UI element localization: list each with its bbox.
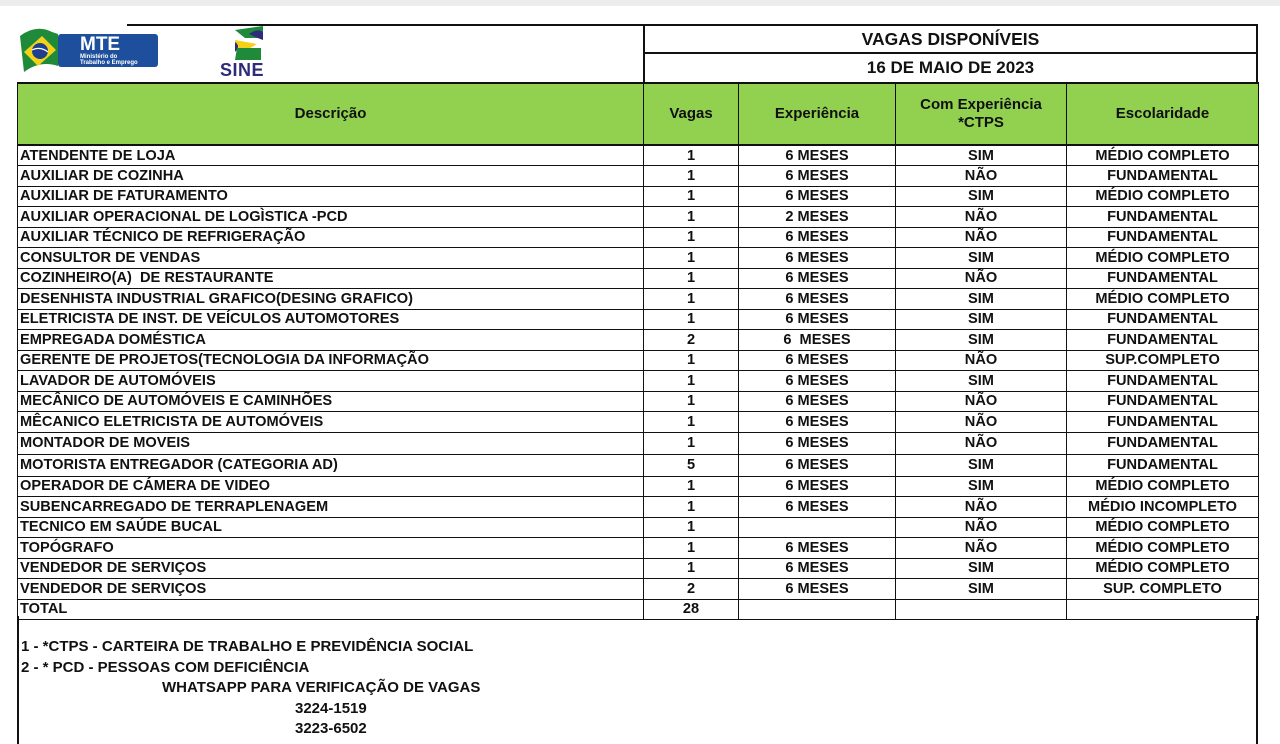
- table-row: [18, 432, 1259, 454]
- table-row: [18, 476, 1259, 497]
- cell-vagas: 2: [644, 579, 739, 600]
- cell-experiencia: 6 MESES: [739, 309, 896, 330]
- table-row: [18, 207, 1259, 228]
- table-row: [18, 227, 1259, 248]
- cell-vagas: 1: [644, 371, 739, 392]
- cell-ctps: SIM: [896, 145, 1067, 166]
- cell-escolaridade: MÉDIO COMPLETO: [1067, 289, 1259, 310]
- cell-ctps: NÃO: [896, 207, 1067, 228]
- column-header-ctps-line1: Com Experiência: [920, 96, 1042, 113]
- table-row: [18, 350, 1259, 371]
- cell-vagas: 1: [644, 309, 739, 330]
- cell-descricao: VENDEDOR DE SERVIÇOS: [18, 579, 644, 600]
- cell-ctps: SIM: [896, 186, 1067, 207]
- cell-escolaridade: FUNDAMENTAL: [1067, 371, 1259, 392]
- cell-experiencia: 6 MESES: [739, 579, 896, 600]
- cell-experiencia: 6 MESES: [739, 538, 896, 559]
- sine-logo: [217, 26, 277, 82]
- cell-ctps: SIM: [896, 579, 1067, 600]
- mte-logo: [18, 26, 158, 73]
- cell-experiencia: 6 MESES: [739, 248, 896, 269]
- cell-vagas: 1: [644, 248, 739, 269]
- cell-ctps: NÃO: [896, 166, 1067, 187]
- cell-descricao: LAVADOR DE AUTOMÓVEIS: [18, 371, 644, 392]
- cell-vagas: 1: [644, 476, 739, 497]
- footnotes: [17, 616, 1258, 744]
- cell-experiencia: 6 MESES: [739, 371, 896, 392]
- sine-logo-text: SINE: [220, 60, 265, 80]
- page-title: VAGAS DISPONÍVEIS: [645, 26, 1256, 54]
- cell-descricao: AUXILIAR DE COZINHA: [18, 166, 644, 187]
- cell-escolaridade: MÉDIO COMPLETO: [1067, 145, 1259, 166]
- cell-vagas: 1: [644, 391, 739, 412]
- cell-escolaridade: FUNDAMENTAL: [1067, 166, 1259, 187]
- cell-experiencia: 6 MESES: [739, 227, 896, 248]
- cell-escolaridade: FUNDAMENTAL: [1067, 309, 1259, 330]
- cell-experiencia: 6 MESES: [739, 145, 896, 166]
- cell-escolaridade: MÉDIO COMPLETO: [1067, 476, 1259, 497]
- table-row: [18, 538, 1259, 559]
- whatsapp-label: WHATSAPP PARA VERIFICAÇÃO DE VAGAS: [162, 679, 481, 696]
- cell-descricao: CONSULTOR DE VENDAS: [18, 248, 644, 269]
- cell-descricao: MECÂNICO DE AUTOMÓVEIS E CAMINHÕES: [18, 391, 644, 412]
- cell-vagas: 1: [644, 558, 739, 579]
- cell-vagas: 1: [644, 227, 739, 248]
- cell-ctps: SIM: [896, 558, 1067, 579]
- phone-number: 3224-1519: [295, 700, 367, 717]
- table-row: [18, 309, 1259, 330]
- table-header-row: [18, 83, 1259, 145]
- cell-ctps: NÃO: [896, 350, 1067, 371]
- cell-ctps: SIM: [896, 309, 1067, 330]
- cell-experiencia: 6 MESES: [739, 350, 896, 371]
- cell-vagas: 1: [644, 432, 739, 454]
- cell-descricao: TOPÓGRAFO: [18, 538, 644, 559]
- cell-descricao: COZINHEIRO(A) DE RESTAURANTE: [18, 268, 644, 289]
- table-row: [18, 248, 1259, 269]
- column-header-vagas: Vagas: [644, 83, 739, 145]
- cell-descricao: MONTADOR DE MOVEIS: [18, 432, 644, 454]
- cell-ctps: SIM: [896, 454, 1067, 476]
- sine-emblem-icon: [227, 26, 267, 60]
- table-row: [18, 268, 1259, 289]
- cell-experiencia: 6 MESES: [739, 268, 896, 289]
- cell-escolaridade: FUNDAMENTAL: [1067, 330, 1259, 351]
- cell-ctps: NÃO: [896, 227, 1067, 248]
- column-header-escolaridade: Escolaridade: [1067, 83, 1259, 145]
- table-row: [18, 145, 1259, 166]
- mte-logo-subtitle: [80, 54, 138, 66]
- table-row: [18, 579, 1259, 600]
- table-row: [18, 186, 1259, 207]
- cell-experiencia: 6 MESES: [739, 330, 896, 351]
- cell-ctps: SIM: [896, 248, 1067, 269]
- cell-descricao: OPERADOR DE CÁMERA DE VIDEO: [18, 476, 644, 497]
- table-row: [18, 412, 1259, 433]
- cell-vagas: 1: [644, 497, 739, 518]
- cell-descricao: EMPREGADA DOMÉSTICA: [18, 330, 644, 351]
- cell-ctps: NÃO: [896, 538, 1067, 559]
- cell-descricao: MÊCANICO ELETRICISTA DE AUTOMÓVEIS: [18, 412, 644, 433]
- table-row: [18, 558, 1259, 579]
- cell-escolaridade: MÉDIO INCOMPLETO: [1067, 497, 1259, 518]
- cell-vagas: 1: [644, 145, 739, 166]
- cell-escolaridade: SUP. COMPLETO: [1067, 579, 1259, 600]
- cell-experiencia: 6 MESES: [739, 166, 896, 187]
- total-vagas: 28: [644, 599, 739, 620]
- cell-descricao: SUBENCARREGADO DE TERRAPLENAGEM: [18, 497, 644, 518]
- cell-escolaridade: MÉDIO COMPLETO: [1067, 558, 1259, 579]
- cell-descricao: AUXILIAR TÉCNICO DE REFRIGERAÇÃO: [18, 227, 644, 248]
- cell-ctps: NÃO: [896, 517, 1067, 538]
- cell-descricao: VENDEDOR DE SERVIÇOS: [18, 558, 644, 579]
- cell-escolaridade: FUNDAMENTAL: [1067, 227, 1259, 248]
- table-row: [18, 454, 1259, 476]
- table-row: [18, 289, 1259, 310]
- cell-ctps: NÃO: [896, 412, 1067, 433]
- cell-vagas: 1: [644, 517, 739, 538]
- cell-descricao: AUXILIAR OPERACIONAL DE LOGÌSTICA -PCD: [18, 207, 644, 228]
- cell-vagas: 1: [644, 538, 739, 559]
- cell-descricao: DESENHISTA INDUSTRIAL GRAFICO(DESING GRAFICO): [18, 289, 644, 310]
- cell-escolaridade: MÉDIO COMPLETO: [1067, 186, 1259, 207]
- cell-escolaridade: FUNDAMENTAL: [1067, 268, 1259, 289]
- cell-escolaridade: FUNDAMENTAL: [1067, 391, 1259, 412]
- footnote-ctps: 1 - *CTPS - CARTEIRA DE TRABALHO E PREVIDÊNCIA SOCIAL: [21, 638, 474, 655]
- cell-descricao: TECNICO EM SAÚDE BUCAL: [18, 517, 644, 538]
- title-block: [643, 24, 1258, 82]
- cell-experiencia: 6 MESES: [739, 476, 896, 497]
- cell-experiencia: 6 MESES: [739, 289, 896, 310]
- cell-experiencia: 6 MESES: [739, 558, 896, 579]
- cell-vagas: 1: [644, 350, 739, 371]
- column-header-ctps: [896, 83, 1067, 145]
- cell-descricao: AUXILIAR DE FATURAMENTO: [18, 186, 644, 207]
- cell-experiencia: 6 MESES: [739, 412, 896, 433]
- cell-ctps: NÃO: [896, 268, 1067, 289]
- cell-escolaridade: FUNDAMENTAL: [1067, 412, 1259, 433]
- cell-descricao: MOTORISTA ENTREGADOR (CATEGORIA AD): [18, 454, 644, 476]
- table-row: [18, 166, 1259, 187]
- cell-vagas: 1: [644, 412, 739, 433]
- cell-experiencia: 6 MESES: [739, 186, 896, 207]
- footnote-pcd: 2 - * PCD - PESSOAS COM DEFICIÊNCIA: [21, 659, 310, 676]
- cell-vagas: 1: [644, 166, 739, 187]
- cell-vagas: 1: [644, 268, 739, 289]
- cell-descricao: ATENDENTE DE LOJA: [18, 145, 644, 166]
- table-row: [18, 391, 1259, 412]
- cell-experiencia: 6 MESES: [739, 454, 896, 476]
- cell-escolaridade: FUNDAMENTAL: [1067, 454, 1259, 476]
- column-header-experiencia: Experiência: [739, 83, 896, 145]
- cell-ctps: SIM: [896, 371, 1067, 392]
- mte-subtitle-line2: Trabalho e Emprego: [80, 60, 138, 66]
- vacancies-table: [17, 82, 1259, 620]
- cell-vagas: 1: [644, 207, 739, 228]
- cell-ctps: SIM: [896, 476, 1067, 497]
- cell-experiencia: 6 MESES: [739, 432, 896, 454]
- cell-escolaridade: SUP.COMPLETO: [1067, 350, 1259, 371]
- cell-ctps: SIM: [896, 330, 1067, 351]
- table-row: [18, 371, 1259, 392]
- cell-ctps: NÃO: [896, 391, 1067, 412]
- cell-escolaridade: MÉDIO COMPLETO: [1067, 538, 1259, 559]
- table-row: [18, 330, 1259, 351]
- cell-vagas: 5: [644, 454, 739, 476]
- cell-escolaridade: FUNDAMENTAL: [1067, 207, 1259, 228]
- page-date: 16 DE MAIO DE 2023: [866, 58, 1035, 77]
- column-header-ctps-line2: *CTPS: [958, 114, 1004, 131]
- cell-escolaridade: MÉDIO COMPLETO: [1067, 248, 1259, 269]
- cell-experiencia: [739, 517, 896, 538]
- cell-escolaridade: MÉDIO COMPLETO: [1067, 517, 1259, 538]
- cell-experiencia: 6 MESES: [739, 391, 896, 412]
- cell-descricao: ELETRICISTA DE INST. DE VEÍCULOS AUTOMOTORES: [18, 309, 644, 330]
- cell-experiencia: 6 MESES: [739, 497, 896, 518]
- cell-vagas: 2: [644, 330, 739, 351]
- table-row: [18, 517, 1259, 538]
- cell-vagas: 1: [644, 186, 739, 207]
- cell-ctps: NÃO: [896, 497, 1067, 518]
- cell-vagas: 1: [644, 289, 739, 310]
- cell-ctps: SIM: [896, 289, 1067, 310]
- mte-subtitle-line1: Ministério do: [80, 54, 118, 60]
- mte-logo-title: MTE: [80, 34, 121, 55]
- cell-descricao: GERENTE DE PROJETOS(TECNOLOGIA DA INFORMAÇÃO: [18, 350, 644, 371]
- total-label: TOTAL: [18, 599, 644, 620]
- cell-experiencia: 2 MESES: [739, 207, 896, 228]
- table-row: [18, 497, 1259, 518]
- cell-escolaridade: FUNDAMENTAL: [1067, 432, 1259, 454]
- cell-ctps: NÃO: [896, 432, 1067, 454]
- phone-number: 3223-6502: [295, 720, 367, 737]
- logo-area: [17, 24, 643, 82]
- column-header-descricao: Descrição: [18, 83, 644, 145]
